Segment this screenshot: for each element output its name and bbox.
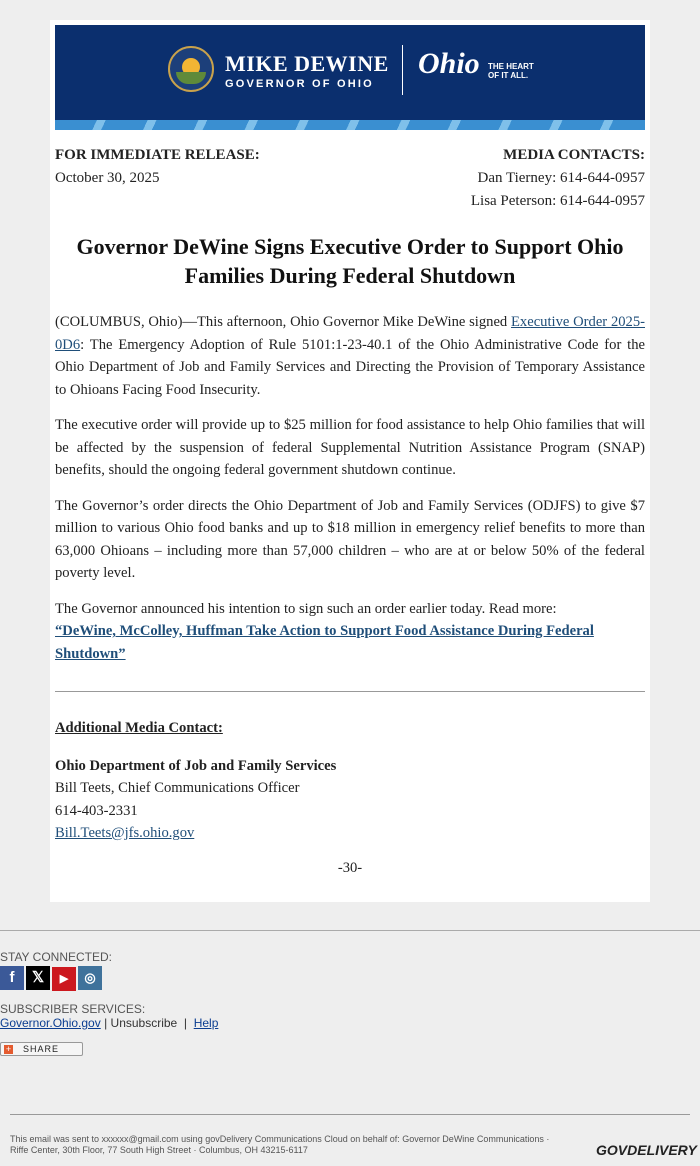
share-button[interactable] [0, 1042, 83, 1056]
release-date: October 30, 2025 [55, 170, 160, 186]
contact-org: Ohio Department of Job and Family Services [55, 757, 337, 774]
press-release-headline: Governor DeWine Signs Executive Order to Support Ohio Families During Federal Shutdown [76, 234, 624, 288]
footer-divider [0, 930, 700, 931]
youtube-icon[interactable]: ▶ [52, 967, 76, 991]
paragraph-3: The Governor’s order directs the Ohio Department of Job and Family Services (ODJFS) to give $7 million to various Ohio food banks and up to $18 million in emergency relief benefits to more than 63,000 Ohioans – including more than 57,000 children – who are at or below 50% of the federal poverty level. [55, 497, 645, 581]
instagram-icon[interactable]: ◎ [78, 966, 102, 990]
bottom-divider [10, 1114, 690, 1115]
facebook-icon[interactable]: f [0, 966, 24, 990]
stay-connected-label: STAY CONNECTED: [0, 950, 113, 964]
contact-email-link[interactable]: Bill.Teets@jfs.ohio.gov [55, 825, 195, 841]
header-banner [55, 25, 645, 130]
paragraph-4: The Governor announced his intention to sign such an order earlier today. Read more: “DeWine, McColley, Huffman Take Action to Support Food Assistance During Federal Shutdown” [55, 600, 594, 662]
release-info [55, 144, 260, 190]
additional-contact-heading: Additional Media Contact: [55, 720, 223, 736]
governor-name: MIKE DEWINE [225, 51, 389, 76]
ohio-state-seal-icon [168, 46, 214, 92]
paragraph-2: The executive order will provide up to $25 million for food assistance to help Ohio families that will be affected by the suspension of federal Supplemental Nutrition Assistance Program (SNAP) benefits, should the ongoing federal government shutdown continue. [55, 417, 645, 478]
help-link[interactable]: Help [193, 1016, 219, 1030]
release-label: FOR IMMEDIATE RELEASE: [55, 147, 260, 163]
plus-icon: + [5, 1044, 12, 1054]
social-icons [0, 966, 104, 991]
media-contact-1: Dan Tierney: 614-644-0957 [477, 170, 645, 186]
share-label: SHARE [23, 1044, 60, 1054]
govdelivery-logo: GOVDELIVERY [596, 1142, 697, 1158]
email-disclaimer: This email was sent to xxxxxx@gmail.com using govDelivery Communications Cloud on behalf of: Governor DeWine Communications · Riffe Center, 30th Floor, 77 South High Street · Columbus, OH 43215-6117 [10, 1134, 550, 1155]
paragraph-1: (COLUMBUS, Ohio)—This afternoon, Ohio Governor Mike DeWine signed Executive Order 2025-0D6: The Emergency Adoption of Rule 5101:1-23-40.1 of the Ohio Administrative Code for the Ohio Department of Job and Family Services and Directing the Provision of Temporary Assistance to Ohioans Facing Food Insecurity. [55, 314, 645, 398]
contact-person: Bill Teets, Chief Communications Officer [55, 780, 300, 796]
end-mark: -30- [337, 860, 363, 876]
governor-title: GOVERNOR OF OHIO [225, 78, 374, 90]
section-divider [55, 691, 645, 692]
ohio-logo: Ohio [418, 47, 480, 80]
press-release-card [50, 20, 650, 902]
media-contacts-label: MEDIA CONTACTS: [503, 147, 645, 163]
governor-site-link[interactable]: Governor.Ohio.gov [0, 1016, 101, 1030]
press-release-body [55, 311, 645, 678]
media-contacts [471, 144, 645, 213]
executive-order-link[interactable]: Executive Order 2025-0D6 [55, 314, 645, 353]
banner-stripes [55, 120, 645, 130]
unsubscribe-link[interactable]: Unsubscribe [110, 1016, 178, 1030]
ohio-tagline: THE HEART OF IT ALL. [488, 62, 534, 80]
subscriber-services-label: SUBSCRIBER SERVICES: [0, 1002, 146, 1016]
contact-phone: 614-403-2331 [55, 802, 138, 819]
x-icon[interactable]: 𝕏 [26, 966, 50, 990]
additional-contact [55, 717, 336, 845]
read-more-link[interactable]: “DeWine, McColley, Huffman Take Action to Support Food Assistance During Federal Shutdown” [55, 623, 594, 662]
subscriber-links: Governor.Ohio.gov | Unsubscribe | Help [0, 1016, 219, 1030]
banner-divider [402, 45, 403, 95]
media-contact-2: Lisa Peterson: 614-644-0957 [470, 193, 645, 209]
